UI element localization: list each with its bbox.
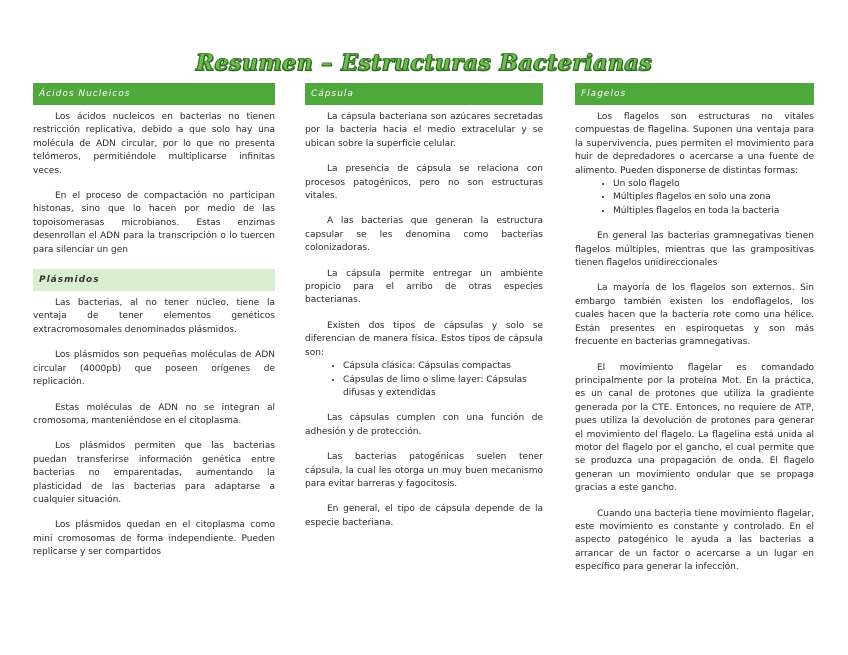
list-item: • Múltiples flagelos en solo una zona	[613, 191, 814, 204]
paragraph: Los plásmidos son pequeñas moléculas de ADN circular (4000pb) que poseen orígenes de replicación.	[33, 350, 275, 388]
paragraph: La mayoría de los flagelos son externos. Sin embargo también existen los endoflagelos, los cuales hacen que la bacteria rote como una hélice. Están presentes en espiroquetas y son más frecuente en bacterias gramnegativas.	[575, 283, 814, 348]
paragraph: En el proceso de compactación no participan histonas, sino que lo hacen por medio de las topoisomerasas microbianos. Estas enzimas desenrollan el ADN para la transcripción o lo tuercen para silenciar un gen	[33, 191, 275, 255]
paragraph: Las cápsulas cumplen con una función de adhesión y de protección.	[305, 413, 543, 437]
section-body-capsula	[305, 105, 543, 530]
paragraph: Las bacterias patogénicas suelen tener cápsula, la cual les otorga un muy buen mecanismo para evitar barreras y fagocitosis.	[305, 452, 543, 489]
list-item: • Múltiples flagelos en toda la bacteria	[613, 205, 814, 218]
paragraph: Existen dos tipos de cápsulas y solo se diferencian de manera física. Estos tipos de cápsula son:	[305, 320, 543, 358]
section-header-plasmidos: Plásmidos	[33, 269, 275, 291]
paragraph: Los plásmidos quedan en el citoplasma como mini cromosomas de forma independiente. Pueden replicarse y ser compartidos	[33, 520, 275, 558]
section-header-flagelos: Flagelos	[575, 83, 814, 105]
paragraph: La presencia de cápsula se relaciona con procesos patogénicos, pero no son estructuras vitales.	[305, 164, 543, 202]
section-body-acidos	[33, 105, 275, 257]
column-flagelos	[575, 83, 814, 587]
list-item: • Cápsula clásica: Cápsulas compactas	[343, 360, 543, 373]
paragraph: A las bacterias que generan la estructura capsular se les denomina como bacterias colonizadoras.	[305, 216, 543, 254]
section-body-flagelos	[575, 105, 814, 575]
paragraph: Los ácidos nucleicos en bacterias no tienen restricción replicativa, debido a que solo hay una molécula de ADN circular, por lo que no presenta telómeros, permitiéndole multiplicarse infinitas veces.	[33, 112, 275, 176]
paragraph: El movimiento flagelar es comandado principalmente por la proteína Mot. En la práctica, es un canal de protones que utiliza la gradiente generada por la CTE. Entonces, no requiere de ATP, pues utiliza la devolución de protones para generar el movimiento del flagelo. La flagelina está unida al motor del flagelo por el gancho, el cual permite que se produzca una propagación de onda. El flagelo generan un movimiento ondular que se propaga gracias a este gancho.	[575, 362, 814, 494]
flagelos-arrangement-list	[575, 178, 814, 218]
paragraph: La cápsula permite entregar un ambiente propicio para el arribo de otras especies bacterianas.	[305, 268, 543, 306]
section-header-acidos: Ácidos Nucleicos	[33, 83, 275, 105]
paragraph: En general, el tipo de cápsula depende de la especie bacteriana.	[305, 504, 543, 528]
section-header-capsula: Cápsula	[305, 83, 543, 105]
column-capsula	[305, 83, 543, 542]
paragraph: Estas moléculas de ADN no se integran al cromosoma, manteniéndose en el citoplasma.	[33, 402, 275, 426]
capsula-type-list	[305, 360, 543, 400]
paragraph: La cápsula bacteriana son azúcares secretadas por la bacteria hacia el medio extracelular y se ubican sobre la superficie celular.	[305, 112, 543, 149]
paragraph: Cuando una bacteria tiene movimiento flagelar, este movimiento es constante y controlado. En el aspecto patogénico le ayuda a las bacterias a arrancar de un factor o acercarse a un lugar en específico para generar la infección.	[575, 508, 814, 573]
paragraph: Las bacterias, al no tener núcleo, tiene la ventaja de tener elementos genéticos extracromosomales denominados plásmidos.	[33, 298, 275, 335]
column-acidos-plasmidos	[33, 83, 275, 572]
paragraph: En general las bacterias gramnegativas tienen flagelos múltiples, mientras que las grampositivas tienen flagelos unidireccionales	[575, 231, 814, 269]
paragraph: Los plásmidos permiten que las bacterias puedan transferirse información genética entre bacterias no emparentadas, aumentando la plasticidad de las bacterias para adaptarse a cualquier situación.	[33, 441, 275, 505]
paragraph: Los flagelos son estructuras no vitales compuestas de flagelina. Suponen una ventaja para la supervivencia, pues permiten el movimiento para huir de depredadores o acercarse a una fuente de alimento. Pueden disponerse de distintas formas:	[575, 112, 814, 176]
list-item: • Cápsulas de limo o slime layer: Cápsulas difusas y extendidas	[343, 374, 543, 401]
page-title: Resumen – Estructuras Bacterianas	[195, 50, 653, 76]
list-item: • Un solo flagelo	[613, 178, 814, 191]
section-body-plasmidos	[33, 291, 275, 560]
